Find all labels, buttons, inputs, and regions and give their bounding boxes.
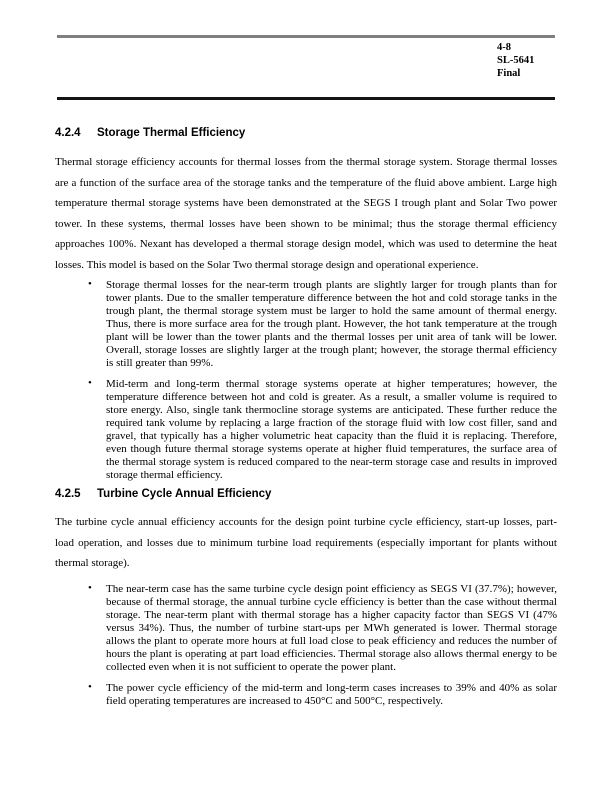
section-number: 4.2.5 xyxy=(55,488,81,500)
section-heading-424 xyxy=(55,126,557,140)
bullet-marker: • xyxy=(88,581,92,594)
doc-status: Final xyxy=(497,68,521,79)
bullet-item xyxy=(55,682,557,708)
bullet-item xyxy=(55,378,557,482)
bullet-marker: • xyxy=(88,278,92,290)
bullet-text: Mid-term and long-term thermal storage systems operate at higher temperatures; however, the temperature difference between hot and cold is greater. As a result, a smaller volume is required to store energy. Also, single tank thermocline storage systems are anticipated. These further reduce the required tank volume by replacing a large fraction of the storage fluid with low cost filler, sand and gravel, that typically has a higher volumetric heat capacity than the fluid it is replacing. Therefore, even though future thermal storage systems operate at higher fluid temperatures, the surface area of the thermal storage system is reduced compared to the near-term storage case and results in improved storage thermal efficiency. xyxy=(106,378,557,481)
page-body xyxy=(55,0,557,708)
bullet-marker: • xyxy=(88,377,92,389)
section-title: Turbine Cycle Annual Efficiency xyxy=(97,488,272,500)
bullet-item xyxy=(55,583,557,674)
section-heading-425 xyxy=(55,487,557,501)
section-number: 4.2.4 xyxy=(55,127,81,139)
bullet-item xyxy=(55,279,557,370)
bullet-text: The power cycle efficiency of the mid-term and long-term cases increases to 39% and 40% as solar field operating temperatures are increased to 450°C and 500°C, respectively. xyxy=(106,681,557,707)
bullet-marker: • xyxy=(88,680,92,693)
bullet-text: The near-term case has the same turbine cycle design point efficiency as SEGS VI (37.7%); however, because of thermal storage, the annual turbine cycle efficiency is better than the case without thermal storage. The near-term plant with thermal storage has a higher capacity factor than SEGS VI (47% versus 34%). Thus, the number of turbine start-ups per MWh generated is lower. Thermal storage allows the plant to operate more hours at full load close to peak efficiency and reduces the number of hours the plant is operating at part load efficiencies. Thermal storage also allows thermal energy to be collected even when it is not sufficient to operate the power plant. xyxy=(106,582,557,673)
bullet-list xyxy=(55,279,557,482)
page-number: 4-8 xyxy=(497,42,511,53)
section-intro-paragraph: Thermal storage efficiency accounts for thermal losses from the thermal storage system. Storage thermal losses are a function of the surface area of the storage tanks and the temperature of the fluid above ambient. Large high temperature thermal storage systems have been demonstrated at the SEGS I trough plant and Solar Two power tower. In these systems, thermal losses have been shown to be minimal; thus the storage thermal efficiency approaches 100%. Nexant has developed a thermal storage design model, which was used to determine the heat losses. This model is based on the Solar Two thermal storage design and operational experience. xyxy=(55,156,557,271)
bullet-text: Storage thermal losses for the near-term trough plants are slightly larger for trough plants than for tower plants. Due to the smaller temperature difference between the hot and cold storage tanks in the trough plant, the thermal storage system must be larger to hold the same amount of thermal energy. Thus, there is more surface area for the trough plant. However, the hot tank temperature at the trough plant will be lower than the tower plants and the thermal losses per unit area of tank will be lower. Overall, storage losses are slightly larger at the trough plant; however, the storage thermal efficiency is still greater than 99%. xyxy=(106,279,557,369)
section-intro-paragraph: The turbine cycle annual efficiency accounts for the design point turbine cycle efficiency, start-up losses, part-load operation, and losses due to minimum turbine load requirements (especially important for plants without thermal storage). xyxy=(55,516,557,569)
section-title: Storage Thermal Efficiency xyxy=(97,127,246,139)
doc-number: SL-5641 xyxy=(497,55,535,66)
bullet-list xyxy=(55,583,557,708)
